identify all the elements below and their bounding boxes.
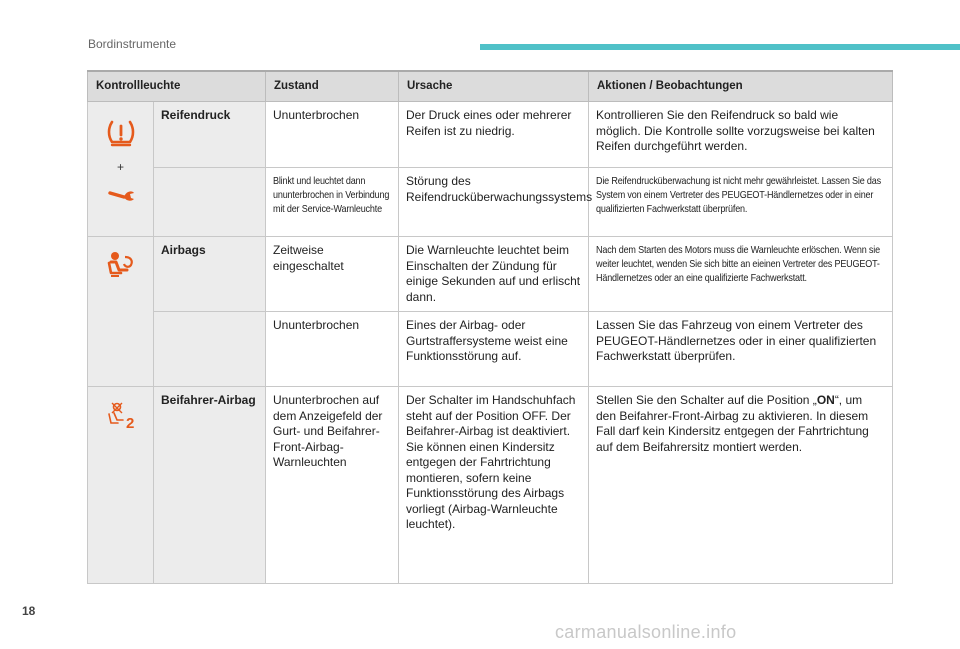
cause-cell: Der Druck eines oder mehrerer Reifen ist zu niedrig. (399, 102, 589, 168)
wrench-icon (106, 188, 136, 204)
airbag-icon (105, 249, 137, 279)
icon-cell-airbag (88, 237, 154, 387)
column-header-warning-light: Kontrollleuchte (88, 71, 266, 102)
function-tyre-pressure: Reifendruck (154, 102, 266, 168)
table-row (88, 387, 893, 584)
state-cell: Blinkt und leuchtet dann ununterbrochen in Verbindung mit der Service-Warnleuchte (266, 168, 399, 237)
cause-cell: Der Schalter im Handschuhfach steht auf der Position OFF. Der Beifahrer-Airbag ist deaktiviert. Sie können einen Kindersitz entgegen der Fahrtrichtung montieren, sofern keine Funktionsstörung des Airbags vorliegt (Airbag-Warnleuchte leuchtet). (399, 387, 589, 584)
passenger-airbag-off-icon (104, 401, 138, 433)
function-airbags: Airbags (154, 237, 266, 312)
state-cell: Ununterbrochen (266, 102, 399, 168)
icon-cell-tyre (88, 102, 154, 237)
state-cell: Ununterbrochen auf dem Anzeigefeld der Gurt- und Beifahrer-Front-Airbag-Warnleuchten (266, 387, 399, 584)
action-cell: Nach dem Starten des Motors muss die Warnleuchte erlöschen. Wenn sie weiter leuchtet, wenden Sie sich bitte an eieinen Vertreter des PEUGEOT-Händlernetzes oder an eine qualifizierte Fachwerkstatt. (589, 237, 893, 312)
table-row (88, 168, 893, 237)
state-cell: Zeitweise eingeschaltet (266, 237, 399, 312)
action-cell: Kontrollieren Sie den Reifendruck so bald wie möglich. Die Kontrolle sollte vorzugsweise bei kalten Reifen durchgeführt werden. (589, 102, 893, 168)
function-empty-cell (154, 312, 266, 387)
table-row (88, 237, 893, 312)
table-header-row (88, 71, 893, 102)
cause-cell: Eines der Airbag- oder Gurtstraffersysteme weist eine Funktionsstörung auf. (399, 312, 589, 387)
page-number: 18 (22, 604, 36, 618)
section-title: Bordinstrumente (88, 37, 177, 51)
cause-cell: Störung des Reifendrucküberwachungssystems (399, 168, 589, 237)
function-passenger-airbag: Beifahrer-Airbag (154, 387, 266, 584)
section-header-bar (480, 44, 960, 50)
table-row (88, 312, 893, 387)
watermark: carmanualsonline.info (555, 622, 737, 642)
action-cell: Lassen Sie das Fahrzeug von einem Vertreter des PEUGEOT-Händlernetzes oder in einer qualifizierten Fachwerkstatt überprüfen. (589, 312, 893, 387)
cause-cell: Die Warnleuchte leuchtet beim Einschalten der Zündung für einige Sekunden auf und erlischt dann. (399, 237, 589, 312)
column-header-cause: Ursache (399, 71, 589, 102)
plus-sign: + (116, 160, 124, 174)
state-cell: Ununterbrochen (266, 312, 399, 387)
icon-cell-passenger-airbag (88, 387, 154, 584)
function-empty-cell (154, 168, 266, 237)
action-cell: Stellen Sie den Schalter auf die Position „ON“, um den Beifahrer-Front-Airbag zu aktivieren. In diesem Fall darf kein Kindersitz entgegen der Fahrtrichtung auf dem Beifahrersitz montiert werden. (589, 387, 893, 584)
action-cell: Die Reifendrucküberwachung ist nicht mehr gewährleistet. Lassen Sie das System von einem Vertreter des PEUGEOT-Händlernetzes oder in einer qualifizierten Fachwerkstatt überprüfen. (589, 168, 893, 237)
on-position-label: ON (816, 393, 835, 407)
column-header-actions: Aktionen / Beobachtungen (589, 71, 893, 102)
tyre-pressure-icon (106, 118, 136, 148)
svg-text:2: 2 (125, 415, 134, 432)
column-header-state: Zustand (266, 71, 399, 102)
table-row (88, 102, 893, 168)
warning-lights-table (87, 70, 893, 584)
